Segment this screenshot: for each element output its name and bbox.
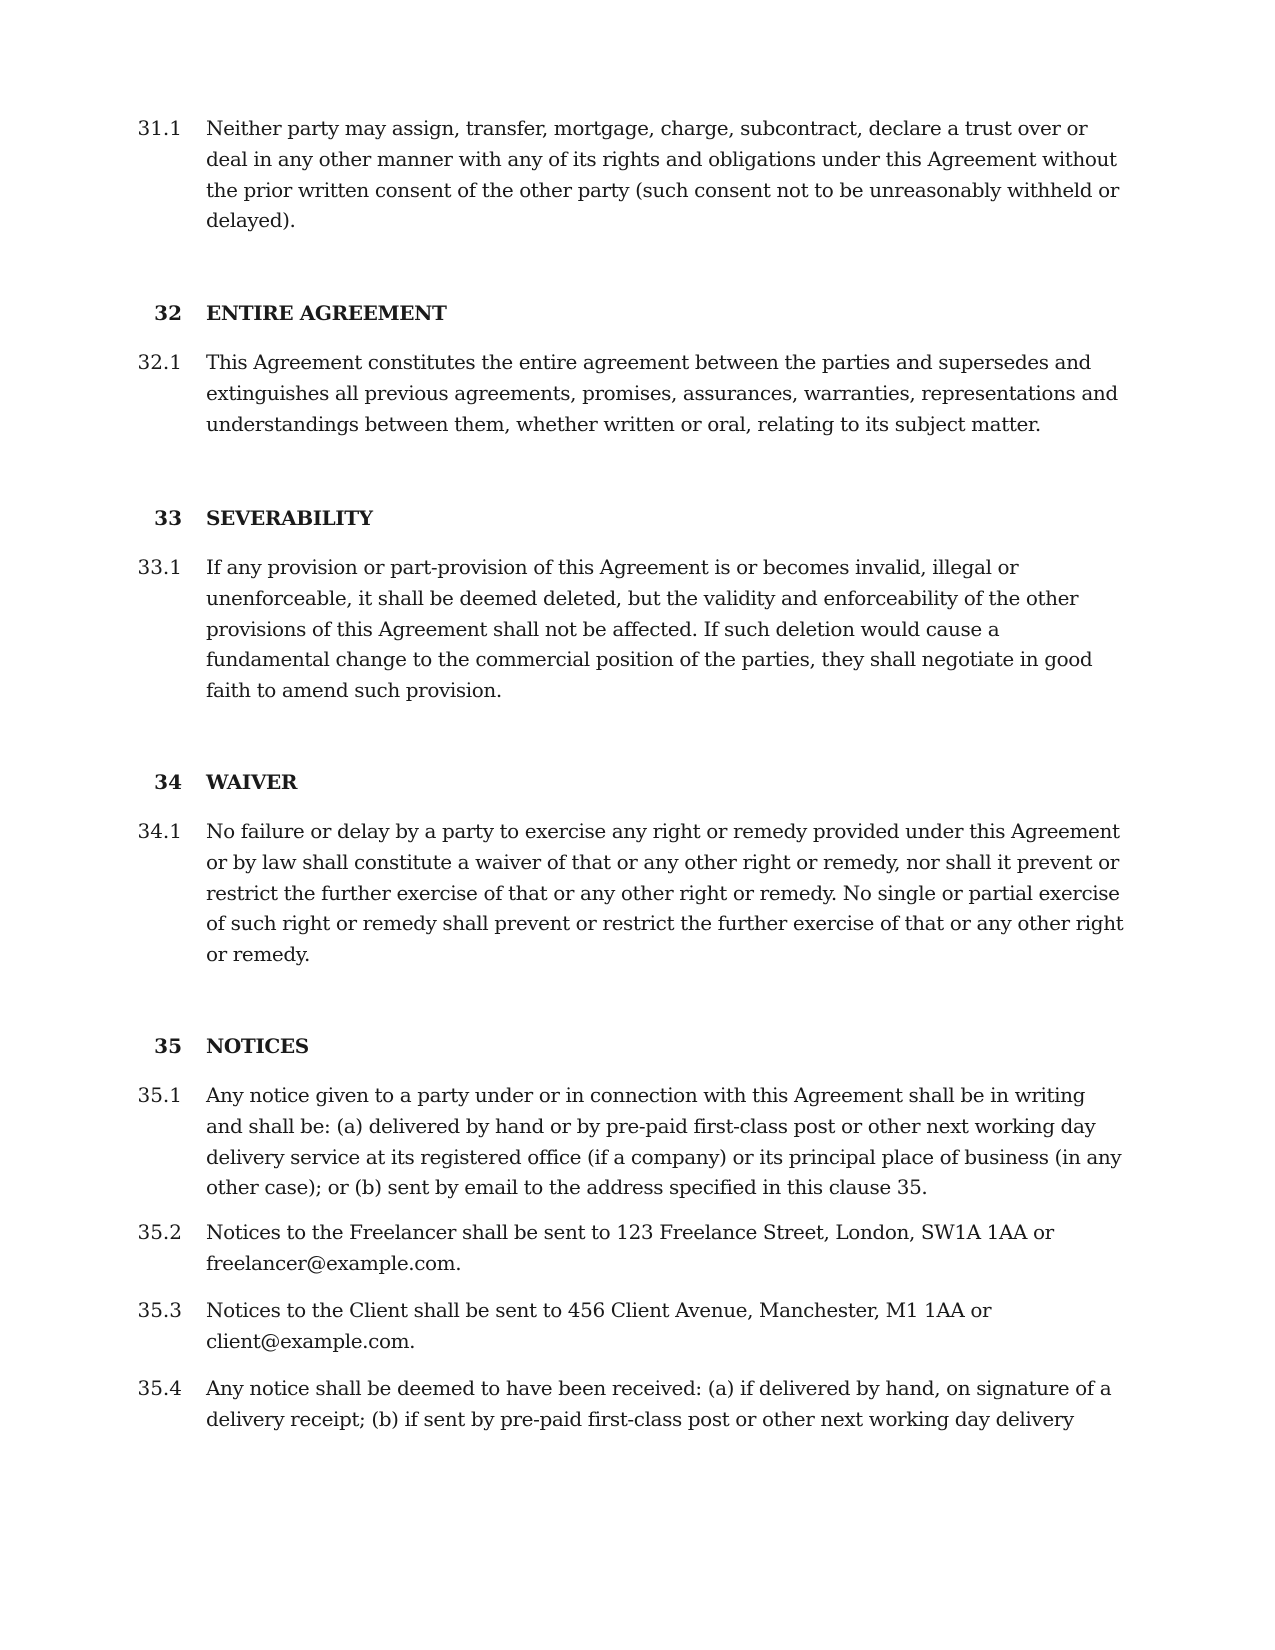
clause-number: 35.4: [137, 1376, 182, 1400]
clause-text: Neither party may assign, transfer, mortgage, charge, subcontract, declare a trust over or deal in any other manner with any of its rights and obligations under this Agreement without the prior written consent of the other party (such consent not to be unreasonably withheld or delayed).: [206, 116, 1119, 233]
clause-text: No failure or delay by a party to exercise any right or remedy provided under this Agreement or by law shall constitute a waiver of that or any other right or remedy, nor shall it prevent or restrict the further exercise of that or any other right or remedy. No single or partial exercise of such right or remedy shall prevent or restrict the further exercise of that or any other right or remedy.: [206, 819, 1124, 967]
clause-text: Any notice given to a party under or in connection with this Agreement shall be in writing and shall be: (a) delivered by hand or by pre-paid first-class post or other next working day delivery service at its registered office (if a company) or its principal place of business (in any other case); or (b) sent by email to the address specified in this clause 35.: [206, 1083, 1122, 1200]
section-title: ENTIRE AGREEMENT: [206, 301, 447, 325]
clause-number: 33.1: [137, 555, 182, 579]
section-number: 32: [154, 301, 182, 325]
section-title: NOTICES: [206, 1034, 309, 1058]
clause-text: This Agreement constitutes the entire agreement between the parties and supersedes and extinguishes all previous agreements, promises, assurances, warranties, representations and understandings between them, whether written or oral, relating to its subject matter.: [206, 350, 1118, 436]
clause-number: 35.2: [137, 1220, 182, 1244]
clause-number: 35.3: [137, 1298, 182, 1322]
clause-number: 35.1: [137, 1083, 182, 1107]
section-number: 35: [154, 1034, 182, 1058]
section-title: SEVERABILITY: [206, 506, 373, 530]
clause-text: Notices to the Client shall be sent to 456 Client Avenue, Manchester, M1 1AA or client@example.com.: [206, 1298, 992, 1353]
section-number: 34: [154, 770, 182, 794]
clause-number: 32.1: [137, 350, 182, 374]
clause-number: 34.1: [137, 819, 182, 843]
clause-number: 31.1: [137, 116, 182, 140]
section-number: 33: [154, 506, 182, 530]
clause-text: Notices to the Freelancer shall be sent to 123 Freelance Street, London, SW1A 1AA or freelancer@example.com.: [206, 1220, 1054, 1275]
section-title: WAIVER: [206, 770, 298, 794]
clause-text: Any notice shall be deemed to have been received: (a) if delivered by hand, on signature of a delivery receipt; (b) if sent by pre-paid first-class post or other next working day delivery: [206, 1376, 1112, 1431]
clause-text: If any provision or part-provision of this Agreement is or becomes invalid, illegal or unenforceable, it shall be deemed deleted, but the validity and enforceability of the other provisions of this Agreement shall not be affected. If such deletion would cause a fundamental change to the commercial position of the parties, they shall negotiate in good faith to amend such provision.: [206, 555, 1093, 703]
